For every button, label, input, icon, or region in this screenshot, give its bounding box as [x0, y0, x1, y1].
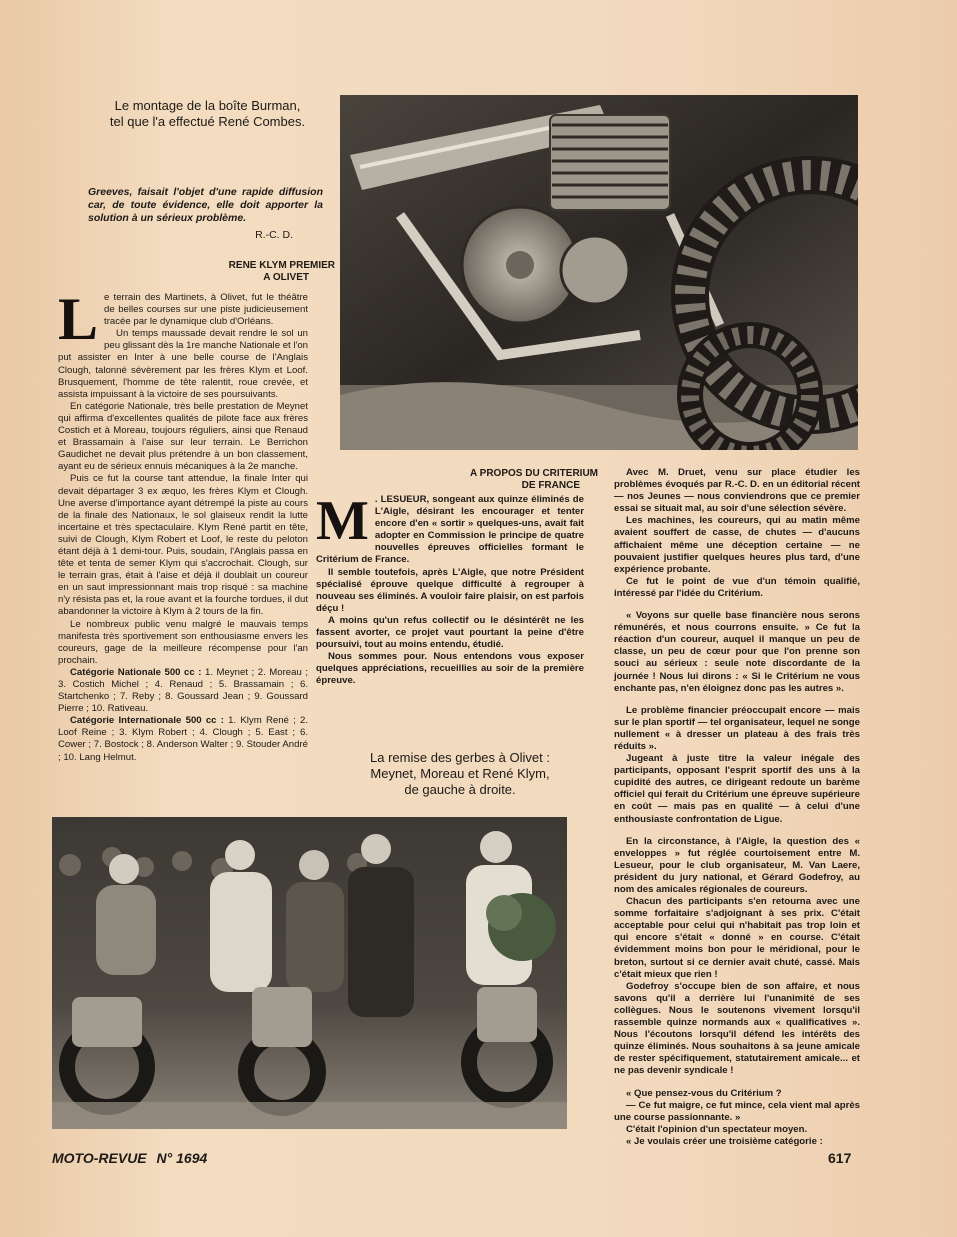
- right-paragraph: Godefroy s'occupe bien de son affaire, et nous savons qu'il a derrière lui l'unanimité de ses collègues. Nous le soutenons vivement lorsqu'il rassemble quinze normands aux « qualificatives ». Nous l'écoutons lorsqu'il défend les intérêts des quinze éliminés. Nous souhaitons à sa jeune amicale de rester spécifiquement, statutairement amicale... et ne pas devenir syndicale !: [614, 980, 860, 1077]
- criterium-paragraph: Nous sommes pour. Nous entendons vous exposer quelques appréciations, recueillies au soir de la première épreuve.: [316, 651, 584, 687]
- heading-line: A OLIVET: [263, 272, 309, 283]
- engine-photo: [340, 95, 858, 450]
- klym-paragraph: Puis ce fut la course tant attendue, la finale Inter qui devait départager 3 ex æquo, les frères Klym et Clough. Une averse d'importance ayant détrempé la piste au cours de la finale des Nationaux, le sol glaiseux rendit la lutte incertaine et très spectaculaire. Klym René partit en tête, suivi de Clough, Klym Robert et Loof, le reste du peloton étant déjà à 1 demi-tour. Puis, soudain, l'Anglais passa en tête et tenta de semer Klym qui s'accrochait. Clough, sur le terrain gras, était à l'aise et déjà il doublait un coureur en un saut impressionnant mais trop risqué : sa machine n'y résista pas et, la roue avant et la fourche tordues, il dut abandonner la victoire à Klym à 2 tours de la fin.: [58, 473, 308, 618]
- caption-line: Le montage de la boîte Burman,: [114, 98, 301, 113]
- heading-line: RENE KLYM PREMIER: [228, 260, 335, 271]
- national-results: 1. Meynet ; 2. Moreau ; 3. Costich Michel ; 4. Renaud ; 5. Brassamain ; 6. Startchenko ; 7. Reby ; 8. Goussard Jean ; 9. Goussard Pierre ; 10. Rativeau.: [58, 666, 309, 715]
- right-paragraph: — Ce fut maigre, ce fut mince, cela vient mal après une course passionnante. »: [614, 1099, 860, 1123]
- right-paragraph: Ce fut le point de vue d'un témoin qualifié, intéressé par l'idée du Critérium.: [614, 575, 860, 599]
- criterium-paragraph: A moins qu'un refus collectif ou le désintérêt ne les fassent avorter, ce projet vaut pourtant la peine d'être poursuivi, tout au moins entendu, étudié.: [316, 614, 584, 651]
- heading-line: DE FRANCE: [521, 480, 580, 491]
- national-results-label: Catégorie Nationale 500 cc :: [70, 666, 202, 678]
- right-paragraph: Les machines, les coureurs, qui au matin même avaient souffert de casse, de chutes — d'aucuns affichaient même une déception certaine — ne pouvaient justifier quelques heures plus tard, d'une expérience probante.: [614, 515, 860, 575]
- klym-article-heading: [175, 260, 335, 284]
- heading-line: A PROPOS DU CRITERIUM: [470, 468, 598, 479]
- criterium-paragraph: . LESUEUR, songeant aux quinze éliminés de L'Aigle, désirant les encourager et tenter encore d'en « sortir » quelques-uns, avait fait adopter en Commission le principe de quatre nouvelles épreuves officielles formant le Critérium de France.: [316, 494, 584, 566]
- footer-magazine: [52, 1150, 207, 1166]
- klym-paragraph: En catégorie Nationale, très belle prestation de Meynet qui affirma d'excellentes qualités de pilote face aux frères Costich et à Moreau, toujours réguliers, ainsi que Renaud et Brassamain à l'aise sur leur terrain. Le Berrichon Gaudichet ne devait plus prétendre à un bon classement, ayant eu de sérieux ennuis mécaniques à la 2e manche.: [58, 400, 308, 473]
- ceremony-photo-illustration: [52, 817, 567, 1129]
- klym-article-body: [58, 286, 309, 764]
- caption-line: Meynet, Moreau et René Klym,: [370, 766, 550, 781]
- right-paragraph: C'était l'opinion d'un spectateur moyen.: [626, 1123, 808, 1135]
- intro-signature: R.-C. D.: [255, 229, 293, 241]
- drop-cap-m: M: [316, 490, 369, 552]
- klym-paragraph: e terrain des Martinets, à Olivet, fut le théâtre de belles courses sur une piste judicieusement tracée par le dynamique club d'Orléans.: [104, 292, 308, 328]
- international-results-label: Catégorie Internationale 500 cc :: [70, 715, 224, 727]
- right-paragraph: Le problème financier préoccupait encore — mais sur le plan sportif — tel organisateur, lequel ne songe nullement « à dresser un plateau à des frais très réduits ».: [614, 704, 860, 752]
- criterium-article-body: [316, 490, 584, 688]
- klym-paragraph: Le nombreux public venu malgré le mauvais temps manifesta très sportivement son enthousiasme envers les coureurs, gage de la meilleure récompense pour l'an prochain.: [58, 618, 308, 666]
- footer-page-number: 617: [828, 1150, 852, 1166]
- right-paragraph: Jugeant à juste titre la valeur inégale des participants, opposant l'esprit sportif des uns à la cupidité des autres, ce dirigeant redoute un barème officiel qui ferait du Critérium une épreuve supérieure en coût — mais pas en qualité — à celui d'une enthousiaste confrontation de Ligue.: [614, 753, 860, 825]
- right-paragraph: « Que pensez-vous du Critérium ?: [626, 1087, 782, 1099]
- intro-paragraph: [88, 186, 323, 242]
- caption-line: La remise des gerbes à Olivet :: [370, 750, 550, 765]
- criterium-article-heading: [408, 468, 598, 492]
- ceremony-photo-caption: [330, 750, 590, 798]
- caption-line: de gauche à droite.: [404, 782, 516, 797]
- intro-text: Greeves, faisait l'objet d'une rapide diffusion car, de toute évidence, elle doit apporter la solution à un sérieux problème.: [88, 186, 323, 224]
- right-paragraph: « Voyons sur quelle base financière nous serons rémunérés, et nous courrons ensuite. » Ce fut la réaction d'un coureur, auquel il manque un peu de classe, un peu de cœur pour que l'on prenne son souci au sérieux : seule note discordante de la journée ! Nous lui dirons : « Si le Critérium ne vous enchante pas, n'en éloignez donc pas les autres ».: [614, 610, 860, 694]
- engine-photo-caption: [70, 98, 345, 130]
- drop-cap-l: L: [58, 286, 99, 352]
- criterium-paragraph: Il semble toutefois, après L'Aigle, que notre Président spécialisé éprouve quelque difficulté à regrouper à nouveau ses éliminés. A vouloir faire plaisir, on est parfois déçu !: [316, 566, 584, 614]
- right-paragraph: En la circonstance, à l'Aigle, la question des « enveloppes » fut réglée courtoisement entre M. Lesueur, pour le club organisateur, M. Van Laere, président du jury national, et Gérard Godefroy, au nom des amicales régionales de coureurs.: [614, 835, 860, 895]
- international-results: 1. Klym René ; 2. Loof Reine ; 3. Klym Robert ; 4. Clough ; 5. East ; 6. Cower ; 7. Bostock ; 8. Anderson Walter ; 9. Stouder André ; 10. Lang Helmut.: [58, 715, 308, 763]
- ceremony-photo: [52, 817, 567, 1129]
- issue-number: N° 1694: [156, 1150, 208, 1166]
- right-paragraph: « Je voulais créer une troisième catégorie :: [626, 1135, 823, 1147]
- right-paragraph: Avec M. Druet, venu sur place étudier les problèmes évoqués par R.-C. D. en un éditorial récent — nos Jeunes — nous conviendrons que ce premier essai se situait mal, au soir d'une sélection sévère.: [614, 467, 860, 515]
- engine-photo-illustration: [340, 95, 858, 450]
- caption-line: tel que l'a effectué René Combes.: [109, 114, 306, 129]
- klym-paragraph: Un temps maussade devait rendre le sol un peu glissant dès la 1re manche Nationale et l'on put assister en Inter à une belle course de l'Anglais Clough, talonné sévèrement par les frères Klym et Loof. Brusquement, l'homme de tête ralentit, roue crevée, et assista impuissant à la victoire de ses poursuivants.: [58, 328, 308, 400]
- right-paragraph: Chacun des participants s'en retourna avec une somme forfaitaire s'adjoignant à ses prix. C'était acceptable pour celui qui n'habitait pas trop loin et qui encore s'était « donné » en course. C'était évidemment moins bon pour le méridional, pour le breton, surtout si ce dernier avait chuté, cassé. Mais c'était mieux que rien !: [614, 896, 860, 980]
- right-column-body: [614, 467, 860, 1148]
- magazine-name: MOTO-REVUE: [52, 1150, 147, 1166]
